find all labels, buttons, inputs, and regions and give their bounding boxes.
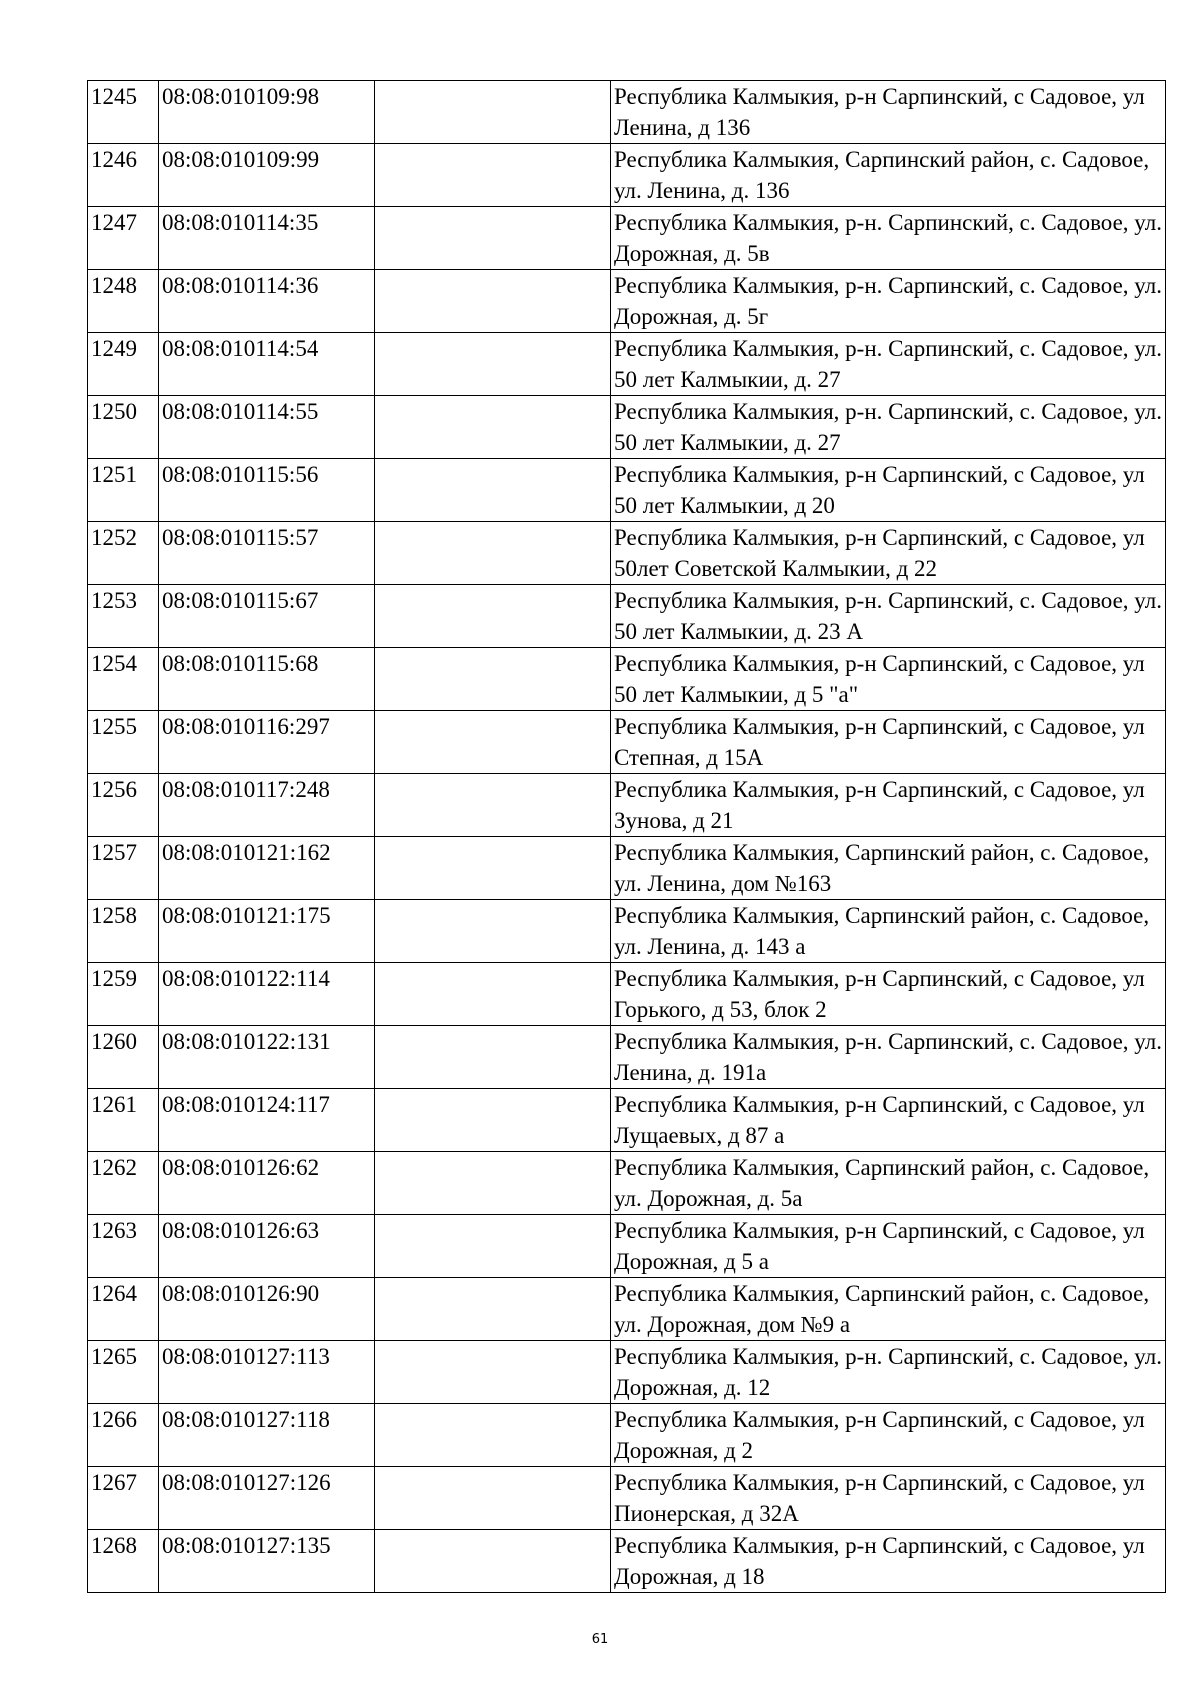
table-row xyxy=(88,774,1166,837)
row-number-cell: 1260 xyxy=(88,1026,159,1089)
address-cell: Республика Калмыкия, р-н Сарпинский, с Садовое, ул Пионерская, д 32А xyxy=(611,1467,1166,1530)
row-number-cell: 1267 xyxy=(88,1467,159,1530)
row-number-cell: 1251 xyxy=(88,459,159,522)
empty-cell xyxy=(375,648,611,711)
empty-cell xyxy=(375,837,611,900)
table-row xyxy=(88,207,1166,270)
address-cell: Республика Калмыкия, Сарпинский район, с. Садовое, ул. Дорожная, дом №9 а xyxy=(611,1278,1166,1341)
address-cell: Республика Калмыкия, р-н Сарпинский, с Садовое, ул Зунова, д 21 xyxy=(611,774,1166,837)
table-row xyxy=(88,1278,1166,1341)
empty-cell xyxy=(375,207,611,270)
address-cell: Республика Калмыкия, р-н. Сарпинский, с. Садовое, ул. 50 лет Калмыкии, д. 27 xyxy=(611,333,1166,396)
address-cell: Республика Калмыкия, р-н Сарпинский, с Садовое, ул 50лет Советской Калмыкии, д 22 xyxy=(611,522,1166,585)
table-row xyxy=(88,1530,1166,1593)
empty-cell xyxy=(375,963,611,1026)
cadastral-number-cell: 08:08:010115:56 xyxy=(159,459,375,522)
address-cell: Республика Калмыкия, Сарпинский район, с. Садовое, ул. Ленина, д. 143 а xyxy=(611,900,1166,963)
row-number-cell: 1250 xyxy=(88,396,159,459)
cadastral-number-cell: 08:08:010115:68 xyxy=(159,648,375,711)
empty-cell xyxy=(375,81,611,144)
cadastral-number-cell: 08:08:010109:99 xyxy=(159,144,375,207)
row-number-cell: 1259 xyxy=(88,963,159,1026)
table-row xyxy=(88,585,1166,648)
table-row xyxy=(88,1152,1166,1215)
empty-cell xyxy=(375,1026,611,1089)
row-number-cell: 1253 xyxy=(88,585,159,648)
row-number-cell: 1255 xyxy=(88,711,159,774)
table-row xyxy=(88,900,1166,963)
row-number-cell: 1258 xyxy=(88,900,159,963)
address-cell: Республика Калмыкия, Сарпинский район, с. Садовое, ул. Ленина, дом №163 xyxy=(611,837,1166,900)
address-cell: Республика Калмыкия, р-н Сарпинский, с Садовое, ул 50 лет Калмыкии, д 5 "а" xyxy=(611,648,1166,711)
row-number-cell: 1248 xyxy=(88,270,159,333)
table-row xyxy=(88,1467,1166,1530)
empty-cell xyxy=(375,1404,611,1467)
empty-cell xyxy=(375,396,611,459)
empty-cell xyxy=(375,333,611,396)
table-row xyxy=(88,1089,1166,1152)
row-number-cell: 1265 xyxy=(88,1341,159,1404)
empty-cell xyxy=(375,1341,611,1404)
row-number-cell: 1266 xyxy=(88,1404,159,1467)
address-cell: Республика Калмыкия, р-н. Сарпинский, с. Садовое, ул. 50 лет Калмыкии, д. 23 А xyxy=(611,585,1166,648)
row-number-cell: 1249 xyxy=(88,333,159,396)
empty-cell xyxy=(375,144,611,207)
empty-cell xyxy=(375,459,611,522)
cadastral-number-cell: 08:08:010114:54 xyxy=(159,333,375,396)
empty-cell xyxy=(375,1467,611,1530)
table-row xyxy=(88,648,1166,711)
cadastral-number-cell: 08:08:010121:162 xyxy=(159,837,375,900)
cadastral-number-cell: 08:08:010115:57 xyxy=(159,522,375,585)
cadastral-number-cell: 08:08:010127:135 xyxy=(159,1530,375,1593)
empty-cell xyxy=(375,1278,611,1341)
address-cell: Республика Калмыкия, р-н Сарпинский, с Садовое, ул 50 лет Калмыкии, д 20 xyxy=(611,459,1166,522)
table-row xyxy=(88,711,1166,774)
cadastral-number-cell: 08:08:010127:118 xyxy=(159,1404,375,1467)
empty-cell xyxy=(375,522,611,585)
table-row xyxy=(88,1404,1166,1467)
table-row xyxy=(88,396,1166,459)
cadastral-number-cell: 08:08:010126:62 xyxy=(159,1152,375,1215)
table-row xyxy=(88,837,1166,900)
row-number-cell: 1247 xyxy=(88,207,159,270)
table-row xyxy=(88,270,1166,333)
address-cell: Республика Калмыкия, Сарпинский район, с. Садовое, ул. Ленина, д. 136 xyxy=(611,144,1166,207)
empty-cell xyxy=(375,711,611,774)
table-row xyxy=(88,81,1166,144)
table-row xyxy=(88,333,1166,396)
address-cell: Республика Калмыкия, р-н Сарпинский, с Садовое, ул Дорожная, д 5 а xyxy=(611,1215,1166,1278)
cadastral-number-cell: 08:08:010116:297 xyxy=(159,711,375,774)
table-row xyxy=(88,144,1166,207)
row-number-cell: 1268 xyxy=(88,1530,159,1593)
page-number: 61 xyxy=(591,1632,609,1647)
empty-cell xyxy=(375,1215,611,1278)
cadastral-number-cell: 08:08:010122:131 xyxy=(159,1026,375,1089)
empty-cell xyxy=(375,1152,611,1215)
address-cell: Республика Калмыкия, р-н. Сарпинский, с. Садовое, ул. Дорожная, д. 5в xyxy=(611,207,1166,270)
address-cell: Республика Калмыкия, р-н. Сарпинский, с. Садовое, ул. Дорожная, д. 12 xyxy=(611,1341,1166,1404)
cadastral-number-cell: 08:08:010117:248 xyxy=(159,774,375,837)
table-row xyxy=(88,1341,1166,1404)
cadastral-number-cell: 08:08:010126:63 xyxy=(159,1215,375,1278)
table-row xyxy=(88,459,1166,522)
cadastral-number-cell: 08:08:010115:67 xyxy=(159,585,375,648)
empty-cell xyxy=(375,1530,611,1593)
empty-cell xyxy=(375,585,611,648)
cadastral-number-cell: 08:08:010114:36 xyxy=(159,270,375,333)
cadastral-number-cell: 08:08:010114:35 xyxy=(159,207,375,270)
empty-cell xyxy=(375,774,611,837)
address-cell: Республика Калмыкия, р-н Сарпинский, с Садовое, ул Горького, д 53, блок 2 xyxy=(611,963,1166,1026)
table-row xyxy=(88,522,1166,585)
empty-cell xyxy=(375,1089,611,1152)
registry-table-body xyxy=(88,81,1166,1593)
cadastral-number-cell: 08:08:010114:55 xyxy=(159,396,375,459)
cadastral-number-cell: 08:08:010127:126 xyxy=(159,1467,375,1530)
row-number-cell: 1263 xyxy=(88,1215,159,1278)
address-cell: Республика Калмыкия, р-н Сарпинский, с Садовое, ул Дорожная, д 2 xyxy=(611,1404,1166,1467)
empty-cell xyxy=(375,900,611,963)
cadastral-number-cell: 08:08:010109:98 xyxy=(159,81,375,144)
row-number-cell: 1256 xyxy=(88,774,159,837)
address-cell: Республика Калмыкия, Сарпинский район, с. Садовое, ул. Дорожная, д. 5а xyxy=(611,1152,1166,1215)
address-cell: Республика Калмыкия, р-н. Сарпинский, с. Садовое, ул. 50 лет Калмыкии, д. 27 xyxy=(611,396,1166,459)
table-row xyxy=(88,963,1166,1026)
row-number-cell: 1254 xyxy=(88,648,159,711)
table-row xyxy=(88,1026,1166,1089)
row-number-cell: 1262 xyxy=(88,1152,159,1215)
cadastral-number-cell: 08:08:010127:113 xyxy=(159,1341,375,1404)
address-cell: Республика Калмыкия, р-н Сарпинский, с Садовое, ул Лущаевых, д 87 а xyxy=(611,1089,1166,1152)
address-cell: Республика Калмыкия, р-н Сарпинский, с Садовое, ул Ленина, д 136 xyxy=(611,81,1166,144)
row-number-cell: 1264 xyxy=(88,1278,159,1341)
row-number-cell: 1246 xyxy=(88,144,159,207)
cadastral-number-cell: 08:08:010126:90 xyxy=(159,1278,375,1341)
address-cell: Республика Калмыкия, р-н Сарпинский, с Садовое, ул Дорожная, д 18 xyxy=(611,1530,1166,1593)
address-cell: Республика Калмыкия, р-н Сарпинский, с Садовое, ул Степная, д 15А xyxy=(611,711,1166,774)
cadastral-number-cell: 08:08:010122:114 xyxy=(159,963,375,1026)
table-row xyxy=(88,1215,1166,1278)
cadastral-number-cell: 08:08:010124:117 xyxy=(159,1089,375,1152)
empty-cell xyxy=(375,270,611,333)
cadastral-number-cell: 08:08:010121:175 xyxy=(159,900,375,963)
property-registry-table xyxy=(87,80,1166,1593)
row-number-cell: 1252 xyxy=(88,522,159,585)
row-number-cell: 1257 xyxy=(88,837,159,900)
row-number-cell: 1245 xyxy=(88,81,159,144)
row-number-cell: 1261 xyxy=(88,1089,159,1152)
address-cell: Республика Калмыкия, р-н. Сарпинский, с. Садовое, ул. Ленина, д. 191а xyxy=(611,1026,1166,1089)
address-cell: Республика Калмыкия, р-н. Сарпинский, с. Садовое, ул. Дорожная, д. 5г xyxy=(611,270,1166,333)
